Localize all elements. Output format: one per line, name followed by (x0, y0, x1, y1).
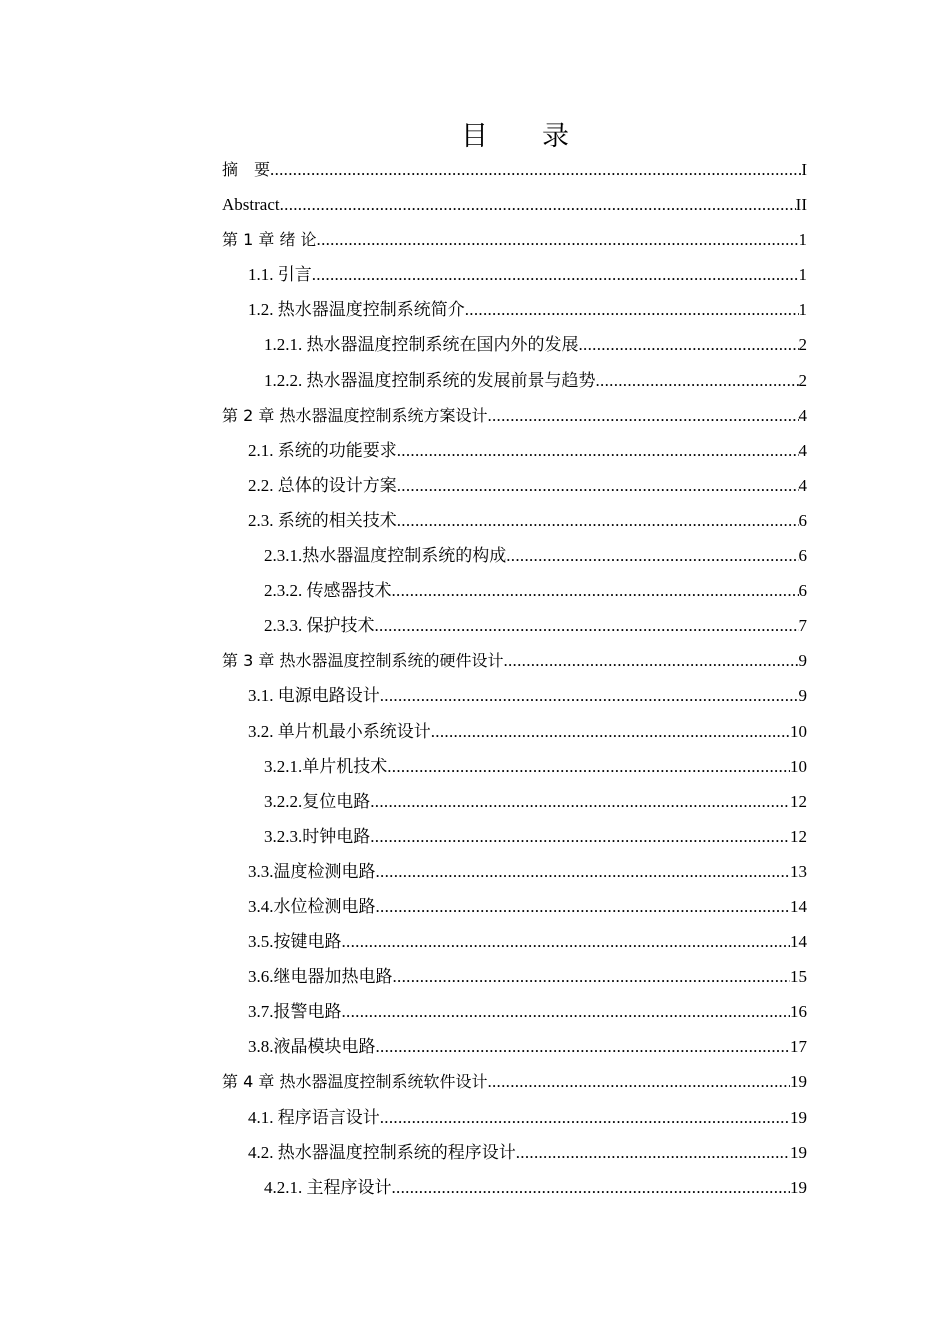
dot-leader (387, 749, 790, 784)
toc-entry-page: 1 (798, 265, 807, 285)
toc-entry-label: 3.8.液晶模块电路 (248, 1037, 376, 1057)
toc-entry-label: 2.2. 总体的设计方案 (248, 475, 397, 495)
toc-entry-page: 14 (790, 932, 807, 952)
dot-leader (370, 819, 790, 854)
toc-entry[interactable] (222, 152, 807, 187)
toc-title-char: 录 (542, 121, 569, 152)
toc-entry-page: 7 (798, 616, 807, 636)
toc-entry-page: 6 (798, 510, 807, 530)
toc-entry[interactable] (222, 222, 807, 257)
dot-leader (380, 1100, 790, 1135)
toc-entry[interactable] (222, 1135, 807, 1170)
dot-leader (506, 538, 798, 573)
dot-leader (370, 784, 790, 819)
toc-entry-label: 2.1. 系统的功能要求 (248, 440, 397, 460)
toc-title-char: 目 (461, 121, 488, 152)
toc-entry-page: 6 (798, 546, 807, 566)
toc-entry[interactable] (222, 538, 807, 573)
toc-entry-label: 3.2.3.时钟电路 (264, 826, 371, 846)
dot-leader (487, 1064, 790, 1099)
dot-leader (397, 468, 799, 503)
toc-entry[interactable] (222, 714, 807, 749)
dot-leader (280, 187, 796, 222)
dot-leader (342, 924, 791, 959)
toc-entry-label: 3.1. 电源电路设计 (248, 686, 380, 706)
toc-entry-label: 第 3 章 热水器温度控制系统的硬件设计 (222, 651, 504, 671)
dot-leader (380, 678, 799, 713)
toc-entry-page: 4 (798, 475, 807, 495)
toc-entry-page: 12 (790, 826, 807, 846)
toc-entry-page: II (795, 195, 807, 215)
dot-leader (392, 573, 799, 608)
dot-leader (596, 363, 799, 398)
dot-leader (397, 433, 799, 468)
toc-entry-label: 1.2.2. 热水器温度控制系统的发展前景与趋势 (264, 370, 596, 390)
dot-leader (579, 327, 799, 362)
toc-entry-page: 9 (798, 686, 807, 706)
toc-entry-label: 第 1 章 绪 论 (222, 230, 317, 250)
toc-entry-label: 3.2.2.复位电路 (264, 791, 371, 811)
toc-entry-page: 10 (790, 756, 807, 776)
toc-title (0, 114, 950, 153)
toc-entry-label: 4.2.1. 主程序设计 (264, 1177, 392, 1197)
toc-entry-page: 9 (798, 651, 807, 671)
toc-entry[interactable] (222, 889, 807, 924)
toc-entry[interactable] (222, 784, 807, 819)
toc-entry-label: 1.2. 热水器温度控制系统简介 (248, 300, 465, 320)
toc-entry[interactable] (222, 187, 807, 222)
toc-entry[interactable] (222, 398, 807, 433)
toc-entry-label: 2.3.3. 保护技术 (264, 616, 375, 636)
toc-entry-page: 2 (798, 335, 807, 355)
toc-entry-page: I (801, 160, 807, 179)
toc-entry-page: 19 (790, 1072, 807, 1092)
toc-entry-page: 16 (790, 1002, 807, 1022)
toc-entry[interactable] (222, 468, 807, 503)
toc-entry[interactable] (222, 749, 807, 784)
toc-entry[interactable] (222, 854, 807, 889)
dot-leader (312, 257, 799, 292)
toc-entry[interactable] (222, 1170, 807, 1205)
toc-entry-page: 4 (798, 405, 807, 425)
dot-leader (270, 152, 801, 187)
toc-entry[interactable] (222, 327, 807, 362)
toc-entry-page: 15 (790, 967, 807, 987)
toc-entry-page: 2 (798, 370, 807, 390)
toc-entry-label: 2.3. 系统的相关技术 (248, 510, 397, 530)
toc-entry-page: 19 (790, 1177, 807, 1197)
dot-leader (431, 714, 790, 749)
toc-entry-page: 10 (790, 721, 807, 741)
toc-entry-label: 第 4 章 热水器温度控制系统软件设计 (222, 1072, 488, 1092)
toc-entry-label: 3.5.按键电路 (248, 932, 342, 952)
toc-entry-label: 3.4.水位检测电路 (248, 896, 376, 916)
toc-entry-label: 2.3.2. 传感器技术 (264, 581, 392, 601)
toc-entry-label: 4.1. 程序语言设计 (248, 1107, 380, 1127)
toc-entry[interactable] (222, 433, 807, 468)
toc-entry-label: 3.6.继电器加热电路 (248, 967, 393, 987)
dot-leader (487, 398, 798, 433)
toc-entry-page: 1 (798, 300, 807, 320)
toc-entry-label: 3.2.1.单片机技术 (264, 756, 388, 776)
toc-entry[interactable] (222, 924, 807, 959)
toc-entry[interactable] (222, 608, 807, 643)
toc-entry[interactable] (222, 643, 807, 678)
dot-leader (392, 1170, 791, 1205)
toc-entry-label: 1.2.1. 热水器温度控制系统在国内外的发展 (264, 335, 579, 355)
toc-entry[interactable] (222, 503, 807, 538)
toc-entry-page: 14 (790, 896, 807, 916)
toc-entry-label: Abstract (222, 195, 280, 215)
toc-entry-label: 4.2. 热水器温度控制系统的程序设计 (248, 1142, 516, 1162)
toc-entry[interactable] (222, 819, 807, 854)
dot-leader (375, 608, 799, 643)
toc-entry-label: 1.1. 引言 (248, 265, 312, 285)
toc-entry[interactable] (222, 1064, 807, 1099)
dot-leader (397, 503, 799, 538)
dot-leader (317, 222, 799, 257)
toc-entry-label: 3.2. 单片机最小系统设计 (248, 721, 431, 741)
toc-entry[interactable] (222, 573, 807, 608)
toc-entry-page: 13 (790, 861, 807, 881)
toc-entry-page: 17 (790, 1037, 807, 1057)
toc-entry-page: 12 (790, 791, 807, 811)
toc-entry[interactable] (222, 363, 807, 398)
toc-entry-label: 2.3.1.热水器温度控制系统的构成 (264, 546, 507, 566)
toc-entry-page: 19 (790, 1142, 807, 1162)
toc-entry-label: 3.7.报警电路 (248, 1002, 342, 1022)
toc-entry-label: 3.3.温度检测电路 (248, 861, 376, 881)
toc-entry[interactable] (222, 959, 807, 994)
toc-entry[interactable] (222, 1029, 807, 1064)
toc-entry-label: 第 2 章 热水器温度控制系统方案设计 (222, 405, 488, 425)
toc-entry[interactable] (222, 257, 807, 292)
toc-entry-page: 4 (798, 440, 807, 460)
table-of-contents (222, 152, 807, 1205)
toc-entry-page: 6 (798, 581, 807, 601)
toc-entry-label: 摘 要 (222, 160, 271, 179)
dot-leader (393, 959, 791, 994)
dot-leader (516, 1135, 790, 1170)
toc-entry-page: 19 (790, 1107, 807, 1127)
dot-leader (376, 854, 791, 889)
toc-entry[interactable] (222, 678, 807, 713)
dot-leader (465, 292, 799, 327)
toc-entry[interactable] (222, 994, 807, 1029)
toc-entry[interactable] (222, 1100, 807, 1135)
dot-leader (376, 889, 791, 924)
toc-entry-page: 1 (798, 230, 807, 250)
dot-leader (376, 1029, 791, 1064)
dot-leader (503, 643, 798, 678)
toc-entry[interactable] (222, 292, 807, 327)
dot-leader (342, 994, 791, 1029)
